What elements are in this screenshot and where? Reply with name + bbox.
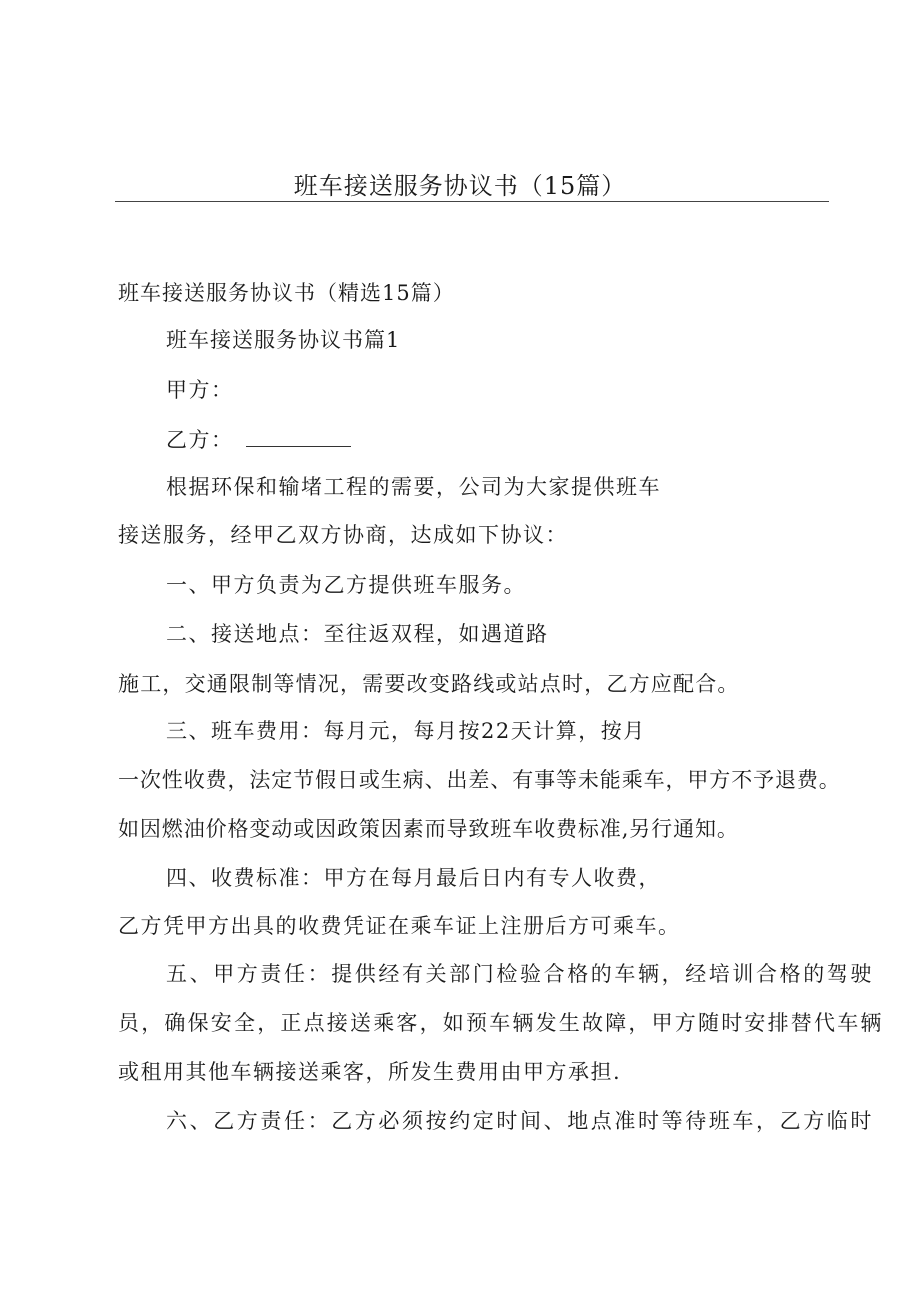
body-line: 员，确保安全，正点接送乘客，如预车辆发生故障，甲方随时安排替代车辆: [118, 1011, 884, 1035]
body-line: 根据环保和输堵工程的需要，公司为大家提供班车: [166, 475, 661, 499]
body-line: 施工，交通限制等情况，需要改变路线或站点时，乙方应配合。: [118, 672, 740, 696]
body-line: 四、收费标准：甲方在每月最后日内有专人收费，: [166, 866, 661, 890]
body-line: 如因燃油价格变动或因政策因素而导致班车收费标准,另行通知。: [118, 817, 739, 841]
body-line: 五、甲方责任：提供经有关部门检验合格的车辆，经培训合格的驾驶: [166, 962, 874, 986]
body-line: 或租用其他车辆接送乘客，所发生费用由甲方承担.: [118, 1060, 622, 1084]
body-line: 六、乙方责任：乙方必须按约定时间、地点准时等待班车，乙方临时: [166, 1109, 874, 1133]
body-line: 一、甲方负责为乙方提供班车服务。: [166, 573, 526, 597]
body-line: 乙方凭甲方出具的收费凭证在乘车证上注册后方可乘车。: [118, 914, 681, 938]
party-b-row: [166, 425, 351, 455]
party-b-blank: [246, 428, 351, 447]
document-subtitle: 班车接送服务协议书（精选15篇）: [118, 281, 455, 305]
title-underline: [115, 201, 829, 202]
document-title: 班车接送服务协议书（15篇）: [293, 172, 627, 200]
body-line: 一次性收费，法定节假日或生病、出差、有事等未能乘车，甲方不予退费。: [118, 768, 841, 792]
body-line: 接送服务，经甲乙双方协商，达成如下协议：: [118, 523, 568, 547]
party-b-label: 乙方：: [166, 428, 234, 452]
body-line: 二、接送地点：至往返双程，如遇道路: [166, 622, 549, 646]
body-line: 三、班车费用：每月元，每月按22天计算，按月: [166, 719, 646, 743]
party-a-label: 甲方：: [166, 378, 234, 402]
section-heading: 班车接送服务协议书篇1: [166, 328, 401, 352]
